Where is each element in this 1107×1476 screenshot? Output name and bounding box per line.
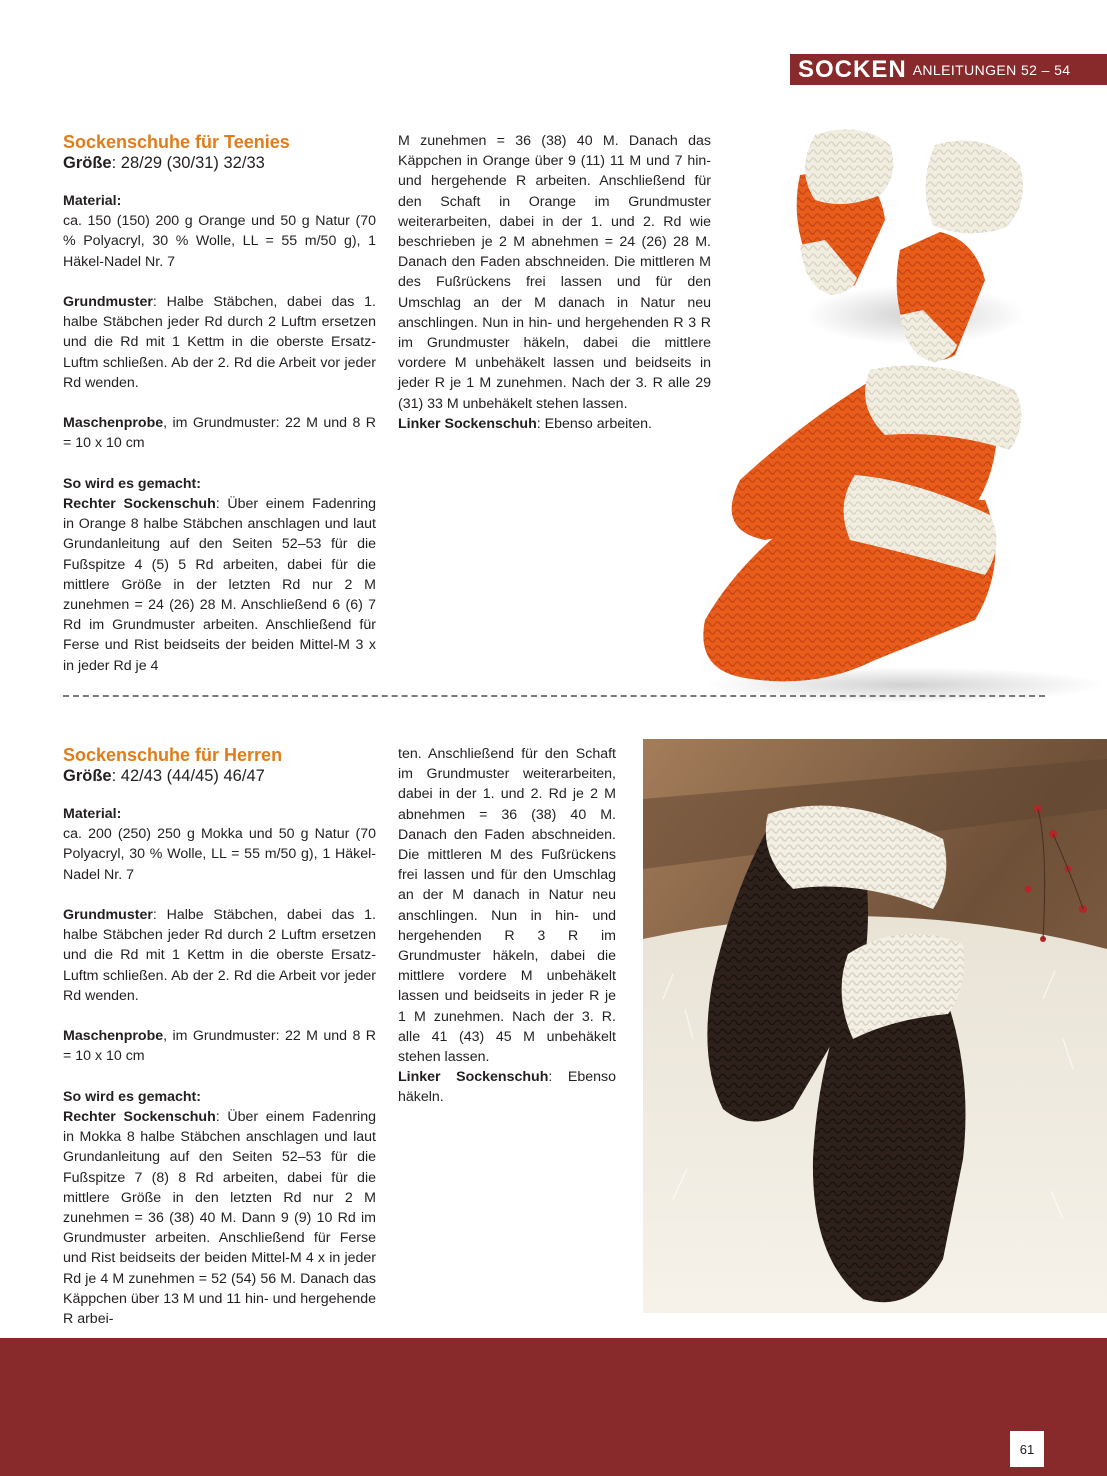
herren-material: Material: ca. 200 (250) 250 g Mokka und 50 g Natur (70 Polyacryl, 30 % Wolle, LL = 55 m/50 g), 1 Häkel-Nadel Nr. 7 [63,806,376,883]
teenies-instructions: So wird es gemacht: Rechter Sockenschuh: Über einem Fadenring in Orange 8 halbe Stäbchen anschlagen und laut Grundanleitung auf den Seiten 52–53 für die Fußspitze 4 (5) 5 Rd arbeiten, dabei für die mittlere Größe in der letzten Rd nur 2 M zunehmen = 24 (26) 28 M. Anschließend 6 (6) 7 Rd im Grundmuster arbeiten. Anschließend für Ferse und Rist beidseits der beiden Mittel-M 3 x in jeder Rd je 4 [63,475,376,674]
brown-socks-illustration [643,739,1107,1313]
teenies-column-1 [63,131,376,676]
herren-socks-photo [643,739,1107,1313]
herren-size: Größe: 42/43 (44/45) 46/47 [63,767,265,785]
orange-socks-illustration [685,100,1107,705]
teenies-instructions-cont: M zunehmen = 36 (38) 40 M. Danach das Käppchen in Orange über 9 (11) 11 M und 7 hin- und hergehende R arbeiten. Anschließend für den Schaft in Orange im Grundmuster weiterarbeiten, dabei in der 1. und 2. Rd wie beschrieben je 2 M abnehmen = 24 (26) 28 M. Danach den Faden abschneiden. Die mittleren M des Fußrückens frei lassen und für den Umschlag an der M danach in Natur neu anschlingen. Nun in hin- und hergehenden R 3 R im Grundmuster häkeln, dabei die mittlere vordere M unbehäkelt lassen und beidseits in jeder R je 1 M zunehmen. Nach der 3. R alle 29 (31) 33 M unbehäkelt stehen lassen. Linker Sockenschuh: Ebenso arbeiten. [398,133,711,432]
herren-instructions-cont: ten. Anschließend für den Schaft im Grundmuster weiterarbeiten, dabei in der 1. und 2. Rd je 2 M abnehmen = 36 (38) 40 M. Danach den Faden abschneiden. Die mittleren M des Fußrückens frei lassen und für den Umschlag an der M danach in Natur neu anschlingen. Nun in hin- und hergehenden R 3 R im Grundmuster häkeln, dabei die mittlere vordere M unbehäkelt lassen und beidseits in jeder R je 1 M zunehmen. Nach der 3. R. alle 41 (43) 45 M unbehäkelt stehen lassen. Linker Sockenschuh: Ebenso häkeln. [398,746,616,1106]
teenies-column-2 [398,131,711,434]
teenies-grundmuster: Grundmuster: Halbe Stäbchen, dabei das 1. halbe Stäbchen jeder Rd durch 2 Luftm ersetzen und die Rd mit 1 Kettm in die oberste Ersatz-Luftm schließen. Ab der 2. Rd die Arbeit vor jeder Rd wenden. [63,294,376,391]
teenies-title: Sockenschuhe für Teenies [63,132,290,152]
herren-instructions: So wird es gemacht: Rechter Sockenschuh: Über einem Fadenring in Mokka 8 halbe Stäbchen anschlagen und laut Grundanleitung auf den Seiten 52–53 für die Fußspitze 7 (8) 8 Rd arbeiten, dabei für die mittlere Größe in den letzten Rd nur 2 M zunehmen = 36 (38) 40 M. Dann 9 (9) 10 Rd im Grundmuster arbeiten. Anschließend für Ferse und Rist beidseits der beiden Mittel-M 4 x in jeder Rd je 4 M zunehmen = 52 (54) 56 M. Danach das Käppchen über 13 M und 11 hin- und hergehende R arbei- [63,1088,376,1328]
teenies-maschenprobe: Maschenprobe, im Grundmuster: 22 M und 8 R = 10 x 10 cm [63,415,376,452]
herren-title: Sockenschuhe für Herren [63,745,283,765]
section-subtitle: ANLEITUNGEN 52 – 54 [912,61,1071,78]
teenies-material: Material: ca. 150 (150) 200 g Orange und 50 g Natur (70 % Polyacryl, 30 % Wolle, LL = 55 m/50 g), 1 Häkel-Nadel Nr. 7 [63,193,376,270]
page-number: 61 [1010,1431,1044,1467]
section-header [790,54,1107,85]
herren-column-2 [398,744,616,1108]
section-divider [63,695,1045,697]
herren-grundmuster: Grundmuster: Halbe Stäbchen, dabei das 1. halbe Stäbchen jeder Rd durch 2 Luftm ersetzen und die Rd mit 1 Kettm in die oberste Ersatz-Luftm schließen. Ab der 2. Rd die Arbeit vor jeder Rd wenden. [63,907,376,1004]
page-footer [0,1338,1107,1476]
herren-maschenprobe: Maschenprobe, im Grundmuster: 22 M und 8 R = 10 x 10 cm [63,1028,376,1065]
herren-column-1 [63,744,376,1329]
teenies-socks-photo [685,100,1107,705]
teenies-size: Größe: 28/29 (30/31) 32/33 [63,154,265,172]
section-title: SOCKEN [798,55,907,83]
